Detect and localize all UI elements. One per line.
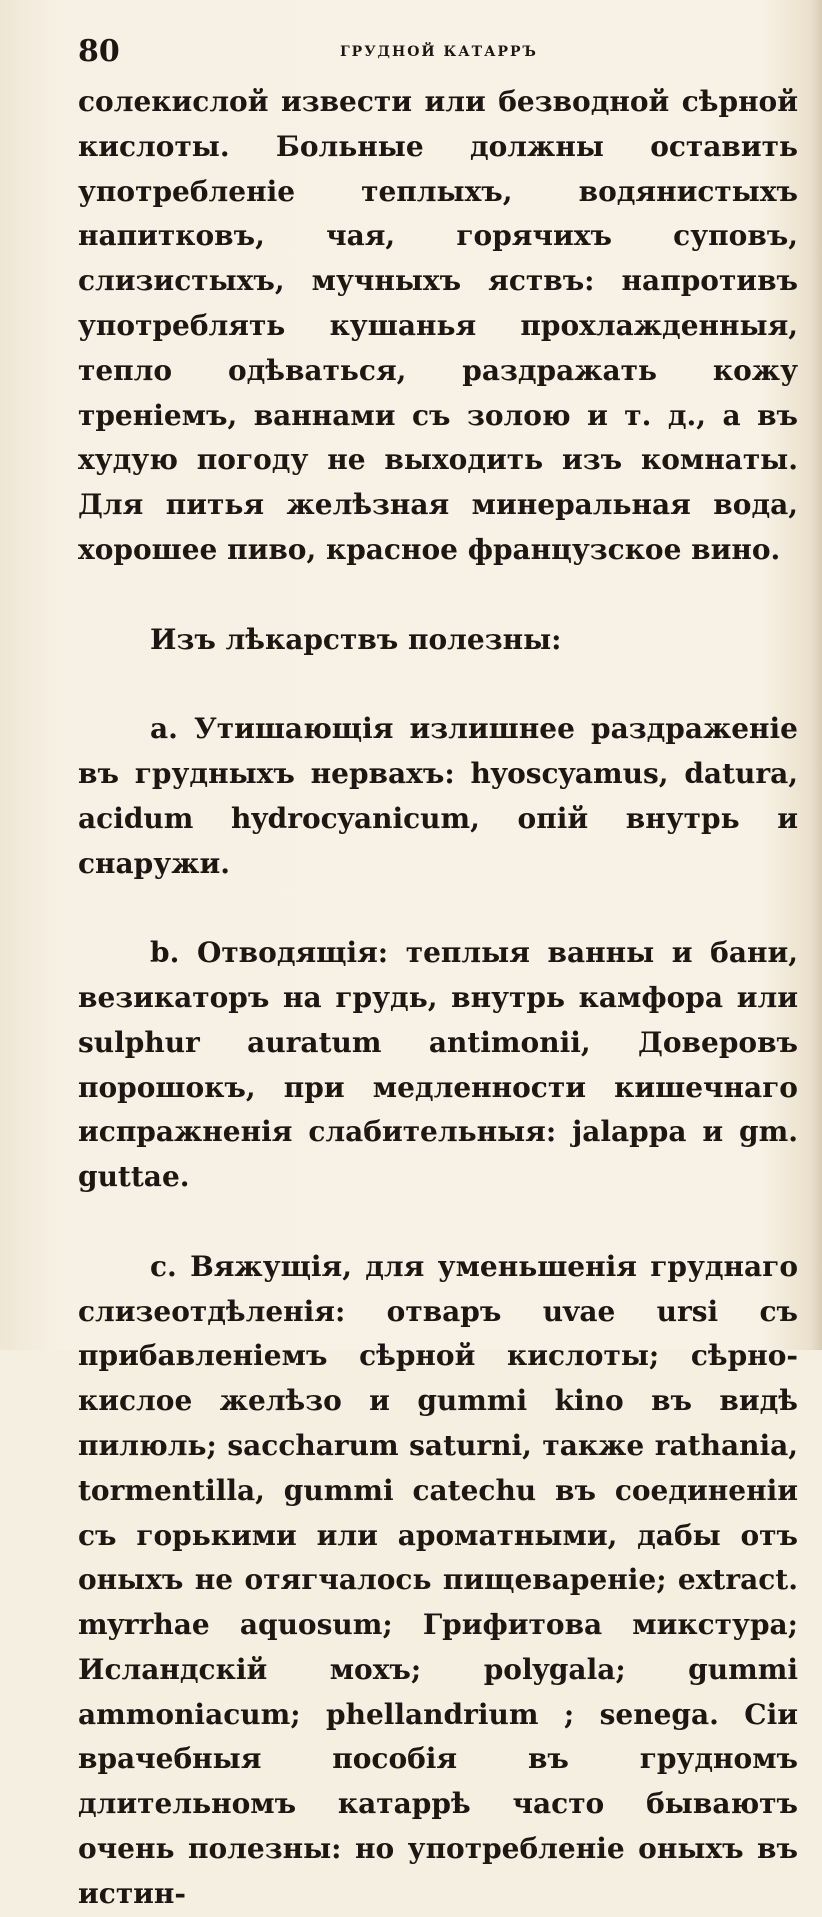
paragraph-soothing-remedies: a. Утишающія излишнее раздраженіе въ грудныхъ нервахъ: hyoscyamus, datura, acidum hydrocyanicum, опій внутрь и снаружи. [78, 712, 798, 880]
paragraph-derivative-remedies: b. Отводящія: теплыя ванны и бани, везикаторъ на грудь, внутрь камфора или sulphur auratum antimonii, Доверовъ порошокъ, при медленности кишечнаго испражненія слабительныя: jalappa и gm. guttae. [78, 936, 798, 1194]
paragraph-diet-advice: солекислой извести или безводной сѣрной кислоты. Больные должны оставить употребленіе теплыхъ, водянистыхъ напитковъ, чая, горячихъ суповъ, слизистыхъ, мучныхъ яствъ: напротивъ употреблять кушанья прохлажденныя, тепло одѣваться, раздражать кожу тренiемъ, ваннами съ золою и т. д., а въ худую погоду не выходить изъ комнаты. Для питья желѣзная минеральная вода, хорошее пиво, красное французское вино. [78, 85, 798, 566]
page-number: 80 [78, 34, 120, 69]
page-body [78, 80, 798, 1917]
paragraph-astringent-remedies: c. Вяжущія, для уменьшенія груднаго слизеотдѣленія: отваръ uvae ursi съ прибавленiемъ сѣрной кислоты; сѣрно-кислое желѣзо и gummi kino въ видѣ пилюль; saccharum saturni, также rathania, tormentilla, gummi catechu въ соединеніи съ горькими или ароматными, дабы отъ оныхъ не отягчалось пищевареніе; extract. myrrhae aquosum; Грифитова микстура; Исландскій мохъ; polygala; gummi ammoniacum; phellandrium ; senega. Сіи врачебныя пособія въ грудномъ длительномъ катаррѣ часто бываютъ очень полезны: но употребленіе оныхъ въ истин- [78, 1249, 798, 1910]
page-header [78, 34, 802, 74]
paragraph-remedies-intro: Изъ лѣкарствъ полезны: [150, 622, 562, 656]
running-head: ГРУДНОЙ КАТАРРЪ [340, 44, 538, 60]
